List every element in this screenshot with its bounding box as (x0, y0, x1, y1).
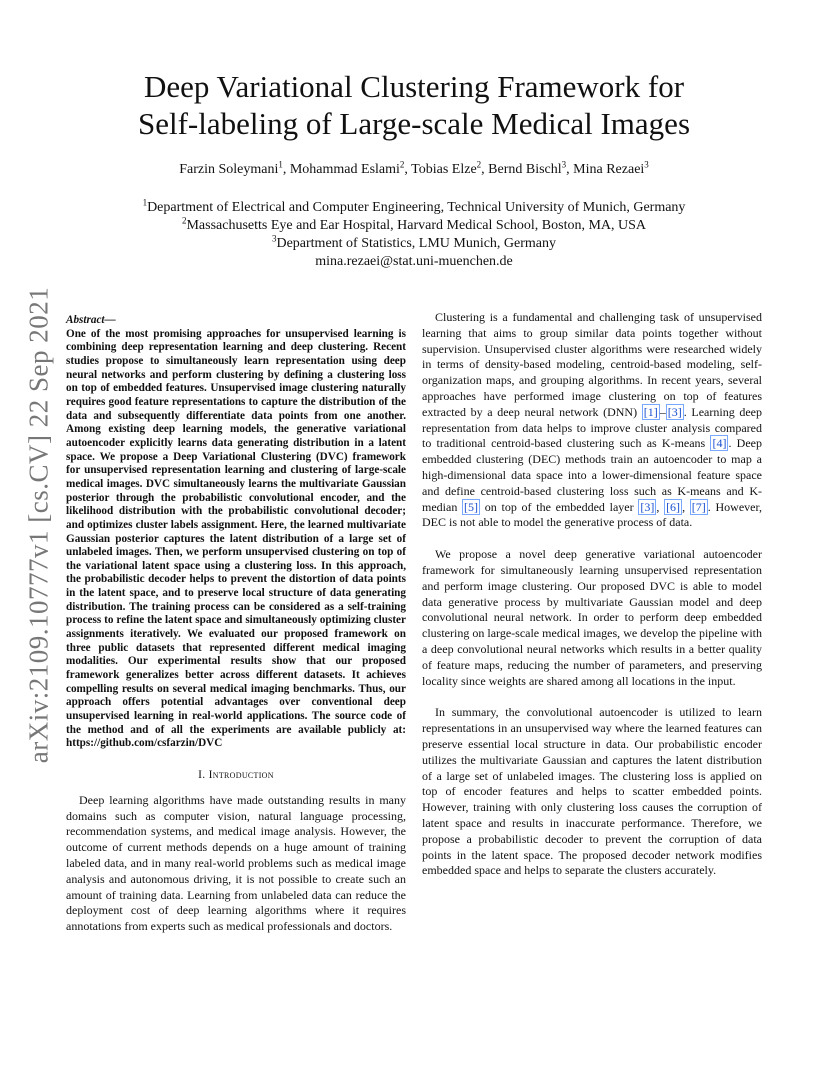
citation-link[interactable]: [1] (643, 404, 658, 419)
paper-title (60, 68, 768, 142)
citation-link[interactable]: [3] (640, 499, 655, 514)
affiliation-mark: 2 (181, 215, 187, 226)
paragraph-text: . Deep embedded clustering (DEC) methods train an autoencoder to map a high-dimensional data space into a lower-dimensional feature space and define centroid-based clustering loss such as K-means and K-median (422, 436, 762, 514)
author-list: Farzin Soleymani$^1$, Mohammad Eslami$^2$, Tobias Elze$^2$, Bernd Bischl$^3$, Mina Rezaei$^3$ (179, 159, 649, 177)
paragraph-text: . However, DEC is not able to model the generative process of data. (422, 499, 762, 530)
paragraph-text: on top of the embedded layer (480, 499, 639, 514)
intro-paragraph-3: We propose a novel deep generative variational autoencoder framework for simultaneously learning unsupervised representation and perform image clustering. Our proposed DVC is able to model data generative process by multivariate Gaussian model and deep convolutional neural network. In order to perform deep embedded clustering on large-scale medical images, we develop the pipeline with a deep convolutional neural networks which results in a better quality of feature maps, reducing the number of parameters, and preserving locality since weights are shared among all locations in the input. (422, 547, 762, 688)
abstract-text: One of the most promising approaches for unsupervised learning is combining deep representation learning and deep clustering. Recent studies propose to simultaneously learn representation using deep neural networks and perform clustering by defining a clustering loss on top of embedded features. Unsupervised image clustering naturally requires good feature representations to capture the distribution of the data and subsequently differentiate data points from one another. Among existing deep learning models, the generative variational autoencoder explicitly learns data generating distribution in a latent space. We propose a Deep Variational Clustering (DVC) framework for unsupervised representation learning and clustering of large-scale medical images. DVC simultaneously learns the multivariate Gaussian posterior through the probabilistic convolutional encoder, and the likelihood distribution with the probabilistic convolutional decoder; and optimizes cluster labels assignment. Here, the learned multivariate Gaussian posterior captures the latent distribution of a large set of unlabeled images. Then, we perform unsupervised clustering on top of the variational latent space using a clustering loss. In this approach, the probabilistic decoder helps to prevent the distortion of data points in the latent space, and to preserve local structure of data generating distribution. The training process can be considered as a self-training process to refine the latent space and simultaneously optimizing cluster assignments iteratively. We evaluated our proposed framework on three public datasets that represented different medical imaging modalities. Our experimental results show that our proposed framework generalizes better across different datasets. It achieves compelling results on several medical imaging benchmarks. Thus, our approach offers potential advantages over conventional deep unsupervised learning in real-world applications. The source code of the method and of all the experiments are available publicly at: https://github.com/csfarzin/DVC (66, 327, 406, 750)
affiliation-line (60, 199, 768, 217)
arxiv-identifier-text: arXiv:2109.10777v1 [cs.CV] 22 Sep 2021 (23, 286, 54, 764)
contact-email: mina.rezaei@stat.uni-muenchen.de (315, 254, 513, 269)
section-heading-introduction: I. Introduction (198, 769, 274, 781)
abstract-label: Abstract— (66, 314, 116, 326)
citation-link[interactable]: [3] (667, 404, 682, 419)
author-name: Bernd Bischl (488, 162, 562, 177)
intro-paragraph-2 (422, 310, 762, 531)
range-dash: – (659, 404, 666, 419)
intro-paragraph-4: In summary, the convolutional autoencoder is utilized to learn representations in an unsupervised way where the learned features can preserve essential local structure in data. Our probabilistic encoder utilizes the multivariate Gaussian and captures the latent distribution of a large set of unlabeled images. The clustering loss is applied on top of encoder features and helps to scatter embedded points. However, training with only clustering loss causes the corruption of latent space and results in inaccurate performance. Therefore, we propose a probabilistic decoder to prevent the corruption of data points in the latent space. The proposed decoder network modifies embedded space and helps to separate the clusters accurately. (422, 705, 762, 878)
affiliation-text: Massachusetts Eye and Ear Hospital, Harvard Medical School, Boston, MA, USA (186, 218, 647, 233)
affiliation-mark: 1 (142, 197, 148, 208)
author-name: Mohammad Eslami (289, 162, 400, 177)
author-affiliation-mark: 2 (476, 159, 482, 170)
affiliation-line (60, 217, 768, 235)
affiliation-text: Department of Statistics, LMU Munich, Germany (276, 236, 557, 251)
intro-paragraph-1: Deep learning algorithms have made outstanding results in many domains such as computer vision, natural language processing, recommendation systems, and medical image analysis. However, the outcome of current methods depends on a huge amount of training labeled data, and in many real-world problems such as medical image analysis and autonomous driving, it is not possible to create such an amount of training data. Learning from unlabeled data can reduce the deployment cost of deep learning algorithms where it requires annotations from experts such as medical professionals and doctors. (66, 792, 406, 934)
author-name: Mina Rezaei (573, 162, 645, 177)
separator: , (682, 499, 690, 514)
citation-link[interactable]: [5] (464, 499, 479, 514)
author-affiliation-mark: 3 (561, 159, 567, 170)
right-column (422, 310, 762, 879)
author-name: Farzin Soleymani (179, 162, 279, 177)
citation-link[interactable]: [4] (712, 436, 727, 451)
affiliation-mark: 3 (271, 233, 277, 244)
affiliation-line (60, 235, 768, 253)
title-line-2: Self-labeling of Large-scale Medical Images (137, 106, 691, 141)
abstract (66, 314, 406, 751)
arxiv-identifier-stamp (23, 286, 54, 764)
separator: , (656, 499, 665, 514)
author-affiliation-mark: 3 (644, 159, 649, 170)
author-name: Tobias Elze (411, 162, 477, 177)
title-line-1: Deep Variational Clustering Framework for (143, 69, 685, 104)
author-affiliation-mark: 2 (399, 159, 405, 170)
paragraph-text: Clustering is a fundamental and challenging task of unsupervised learning that aims to group similar data points together without supervision. Unsupervised cluster algorithms were researched widely in terms of density-based modeling, centroid-based modeling, self-organization maps, and grouping algorithms. In recent years, several approaches have performed image clustering on top of features extracted by a deep neural network (DNN) (422, 310, 762, 419)
affiliation-list (60, 199, 768, 271)
citation-link[interactable]: [6] (666, 499, 681, 514)
paragraph-text: . Learning deep representation from data helps to improve cluster analysis compared to traditional centroid-based clustering such as K-means (422, 404, 762, 451)
affiliation-text: Department of Electrical and Computer Engineering, Technical University of Munich, Germany (147, 200, 686, 215)
citation-link[interactable]: [7] (691, 499, 706, 514)
author-affiliation-mark: 1 (278, 159, 283, 170)
left-column (66, 314, 406, 935)
